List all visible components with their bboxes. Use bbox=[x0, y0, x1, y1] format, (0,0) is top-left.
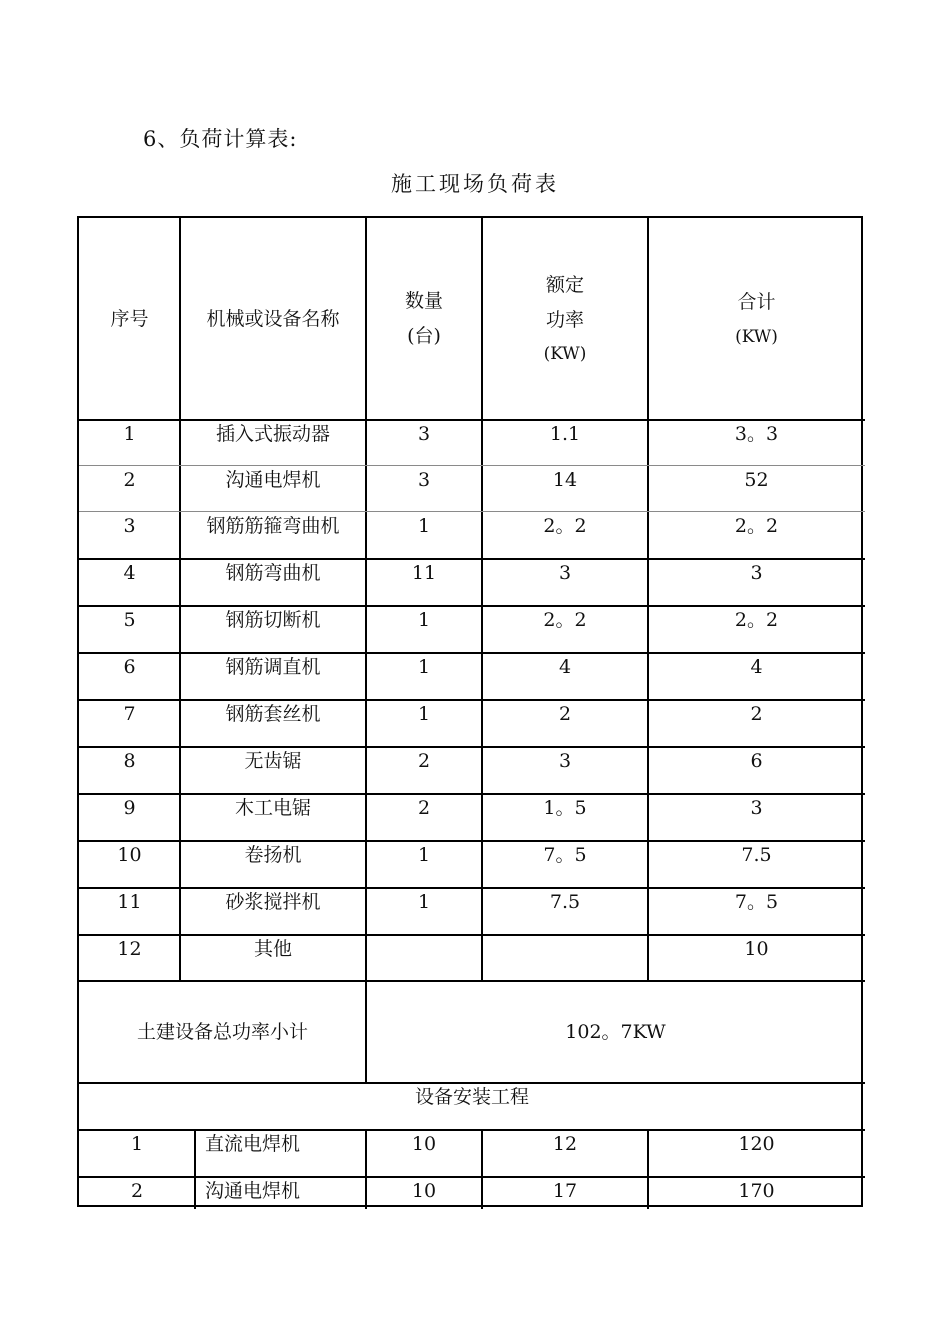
row-name bbox=[180, 888, 366, 935]
install-cell-name: 直流电焊机 bbox=[205, 1133, 301, 1155]
install-row-rated bbox=[482, 1130, 648, 1177]
row-no bbox=[79, 420, 180, 466]
cell-qty: 3 bbox=[417, 469, 431, 491]
row-name bbox=[180, 700, 366, 747]
header-rated-label-1: 额定 bbox=[545, 274, 584, 297]
cell-total: 2。2 bbox=[734, 515, 779, 537]
row-total bbox=[648, 888, 865, 935]
row-qty bbox=[366, 420, 482, 466]
row-rated bbox=[482, 700, 648, 747]
row-qty bbox=[366, 794, 482, 841]
install-cell-no: 1 bbox=[130, 1133, 144, 1155]
column-divider bbox=[647, 218, 649, 981]
header-rated-label-2: 功率 bbox=[545, 308, 584, 331]
cell-rated: 4 bbox=[558, 656, 572, 678]
row-total bbox=[648, 747, 865, 794]
cell-qty: 3 bbox=[417, 423, 431, 445]
install-cell-qty: 10 bbox=[411, 1133, 437, 1155]
row-divider bbox=[79, 1176, 865, 1178]
header-qty-label: 数量 bbox=[404, 290, 443, 313]
row-qty bbox=[366, 700, 482, 747]
header-rated-unit: (KW) bbox=[543, 343, 587, 364]
cell-no: 12 bbox=[117, 938, 142, 960]
install-row-total bbox=[648, 1177, 865, 1209]
cell-total: 3。3 bbox=[734, 423, 779, 445]
install-row-name bbox=[195, 1177, 366, 1209]
row-no bbox=[79, 888, 180, 935]
install-row-rated bbox=[482, 1177, 648, 1209]
cell-rated: 7.5 bbox=[549, 891, 581, 913]
row-divider bbox=[79, 793, 865, 795]
cell-name: 无齿锯 bbox=[244, 750, 302, 772]
cell-total: 2 bbox=[750, 703, 763, 725]
cell-name: 卷扬机 bbox=[244, 844, 302, 866]
cell-qty: 1 bbox=[417, 891, 431, 913]
row-total bbox=[648, 466, 865, 512]
column-divider bbox=[365, 218, 367, 1083]
column-divider bbox=[481, 1130, 483, 1209]
cell-rated: 3 bbox=[558, 750, 572, 772]
cell-no: 7 bbox=[123, 703, 136, 725]
cell-rated: 2 bbox=[558, 703, 572, 725]
cell-qty: 1 bbox=[417, 844, 431, 866]
row-qty bbox=[366, 653, 482, 700]
row-no bbox=[79, 700, 180, 747]
cell-total: 3 bbox=[750, 562, 763, 584]
header-qty-stack bbox=[405, 289, 443, 348]
row-rated bbox=[482, 420, 648, 466]
row-divider bbox=[79, 558, 865, 560]
cell-qty: 2 bbox=[417, 750, 431, 772]
row-qty bbox=[366, 466, 482, 512]
install-cell-total: 120 bbox=[738, 1133, 775, 1155]
install-row-qty bbox=[366, 1177, 482, 1209]
row-rated bbox=[482, 512, 648, 559]
cell-name: 钢筋筋箍弯曲机 bbox=[206, 515, 340, 537]
row-name bbox=[180, 841, 366, 888]
header-no bbox=[79, 218, 180, 420]
row-total bbox=[648, 700, 865, 747]
row-total bbox=[648, 559, 865, 606]
cell-name: 插入式振动器 bbox=[215, 423, 330, 445]
header-total-unit: (KW) bbox=[735, 327, 778, 348]
row-divider bbox=[79, 1082, 865, 1084]
cell-qty: 1 bbox=[417, 656, 431, 678]
row-no bbox=[79, 653, 180, 700]
row-no bbox=[79, 512, 180, 559]
cell-name: 钢筋调直机 bbox=[225, 656, 321, 678]
row-qty bbox=[366, 935, 482, 981]
row-rated bbox=[482, 559, 648, 606]
install-cell-rated: 12 bbox=[552, 1133, 578, 1155]
row-no bbox=[79, 841, 180, 888]
cell-rated: 1。5 bbox=[543, 797, 587, 819]
row-no bbox=[79, 794, 180, 841]
row-name bbox=[180, 466, 366, 512]
header-total-label: 合计 bbox=[737, 290, 776, 313]
row-name bbox=[180, 512, 366, 559]
cell-no: 3 bbox=[123, 515, 136, 537]
row-divider bbox=[79, 934, 865, 936]
row-no bbox=[79, 747, 180, 794]
row-no bbox=[79, 606, 180, 653]
cell-rated: 7。5 bbox=[543, 844, 587, 866]
header-name-label: 机械或设备名称 bbox=[206, 307, 340, 330]
cell-no: 11 bbox=[117, 891, 142, 913]
cell-name: 钢筋套丝机 bbox=[225, 703, 321, 725]
cell-name: 木工电锯 bbox=[234, 797, 311, 819]
cell-no: 2 bbox=[123, 469, 136, 491]
header-rated bbox=[482, 218, 648, 420]
cell-no: 1 bbox=[123, 423, 136, 445]
row-divider bbox=[79, 699, 865, 701]
row-name bbox=[180, 747, 366, 794]
cell-total: 7.5 bbox=[741, 844, 772, 866]
cell-no: 6 bbox=[123, 656, 136, 678]
row-name bbox=[180, 606, 366, 653]
row-name bbox=[180, 559, 366, 606]
cell-rated: 2。2 bbox=[543, 515, 587, 537]
table-title: 施工现场负荷表 bbox=[391, 172, 559, 196]
install-row-name bbox=[195, 1130, 366, 1177]
cell-total: 3 bbox=[750, 797, 763, 819]
header-qty bbox=[366, 218, 482, 420]
header-qty-unit: (台) bbox=[407, 325, 441, 347]
row-divider bbox=[79, 652, 865, 654]
install-row-no bbox=[79, 1130, 195, 1177]
install-cell-name: 沟通电焊机 bbox=[205, 1180, 301, 1202]
row-total bbox=[648, 512, 865, 559]
header-rated-stack bbox=[544, 273, 587, 364]
row-total bbox=[648, 420, 865, 466]
cell-name: 其他 bbox=[253, 938, 292, 960]
cell-qty: 1 bbox=[417, 609, 431, 631]
install-cell-qty: 10 bbox=[411, 1180, 437, 1202]
cell-rated: 1.1 bbox=[549, 423, 581, 445]
row-no bbox=[79, 935, 180, 981]
row-total bbox=[648, 794, 865, 841]
header-total bbox=[648, 218, 865, 420]
row-rated bbox=[482, 653, 648, 700]
row-rated bbox=[482, 935, 648, 981]
row-name bbox=[180, 935, 366, 981]
header-total-stack bbox=[735, 290, 778, 349]
row-divider bbox=[79, 887, 865, 889]
row-rated bbox=[482, 747, 648, 794]
row-divider bbox=[79, 465, 865, 466]
row-qty bbox=[366, 512, 482, 559]
column-divider bbox=[647, 1130, 649, 1209]
cell-qty: 1 bbox=[417, 515, 431, 537]
column-divider bbox=[481, 218, 483, 981]
install-cell-total: 170 bbox=[738, 1180, 775, 1202]
row-divider bbox=[79, 1129, 865, 1131]
column-divider bbox=[194, 1130, 196, 1209]
cell-rated: 2。2 bbox=[543, 609, 587, 631]
row-qty bbox=[366, 559, 482, 606]
subtotal-value-cell bbox=[366, 981, 865, 1083]
install-row-qty bbox=[366, 1130, 482, 1177]
row-rated bbox=[482, 466, 648, 512]
cell-total: 10 bbox=[744, 938, 769, 960]
row-qty bbox=[366, 747, 482, 794]
row-qty bbox=[366, 888, 482, 935]
cell-total: 7。5 bbox=[734, 891, 779, 913]
row-divider bbox=[79, 511, 865, 512]
cell-qty: 1 bbox=[417, 703, 431, 725]
install-cell-no: 2 bbox=[130, 1180, 144, 1202]
load-table bbox=[77, 216, 863, 1207]
row-total bbox=[648, 841, 865, 888]
row-total bbox=[648, 935, 865, 981]
install-section-title: 设备安装工程 bbox=[414, 1086, 529, 1108]
row-rated bbox=[482, 794, 648, 841]
subtotal-label-cell bbox=[79, 981, 366, 1083]
row-qty bbox=[366, 841, 482, 888]
install-row-no bbox=[79, 1177, 195, 1209]
subtotal-label: 土建设备总功率小计 bbox=[136, 1020, 308, 1043]
row-divider bbox=[79, 419, 865, 421]
column-divider bbox=[179, 218, 181, 981]
cell-name: 钢筋弯曲机 bbox=[225, 562, 321, 584]
install-row-total bbox=[648, 1130, 865, 1177]
row-divider bbox=[79, 980, 865, 982]
row-no bbox=[79, 559, 180, 606]
cell-rated: 3 bbox=[558, 562, 572, 584]
row-total bbox=[648, 653, 865, 700]
row-rated bbox=[482, 888, 648, 935]
column-divider bbox=[365, 1130, 367, 1209]
cell-name: 砂浆搅拌机 bbox=[225, 891, 321, 913]
row-rated bbox=[482, 606, 648, 653]
cell-total: 6 bbox=[750, 750, 763, 772]
cell-no: 5 bbox=[123, 609, 136, 631]
cell-rated: 14 bbox=[552, 469, 578, 491]
row-no bbox=[79, 466, 180, 512]
cell-no: 4 bbox=[123, 562, 136, 584]
row-divider bbox=[79, 605, 865, 607]
row-name bbox=[180, 794, 366, 841]
subtotal-value: 102。7KW bbox=[565, 1020, 666, 1043]
cell-name: 沟通电焊机 bbox=[225, 469, 321, 491]
row-divider bbox=[79, 840, 865, 842]
row-name bbox=[180, 653, 366, 700]
install-cell-rated: 17 bbox=[552, 1180, 578, 1202]
header-name bbox=[180, 218, 366, 420]
cell-name: 钢筋切断机 bbox=[225, 609, 321, 631]
cell-no: 8 bbox=[123, 750, 136, 772]
row-rated bbox=[482, 841, 648, 888]
install-section-cell bbox=[79, 1083, 865, 1130]
cell-total: 52 bbox=[744, 469, 769, 491]
cell-no: 9 bbox=[123, 797, 136, 819]
cell-no: 10 bbox=[117, 844, 142, 866]
cell-total: 2。2 bbox=[734, 609, 779, 631]
section-heading: 6、负荷计算表: bbox=[143, 127, 298, 151]
cell-total: 4 bbox=[750, 656, 763, 678]
cell-qty: 2 bbox=[417, 797, 431, 819]
cell-qty: 11 bbox=[411, 562, 437, 584]
row-name bbox=[180, 420, 366, 466]
row-total bbox=[648, 606, 865, 653]
row-qty bbox=[366, 606, 482, 653]
row-divider bbox=[79, 746, 865, 748]
header-no-label: 序号 bbox=[110, 307, 149, 330]
